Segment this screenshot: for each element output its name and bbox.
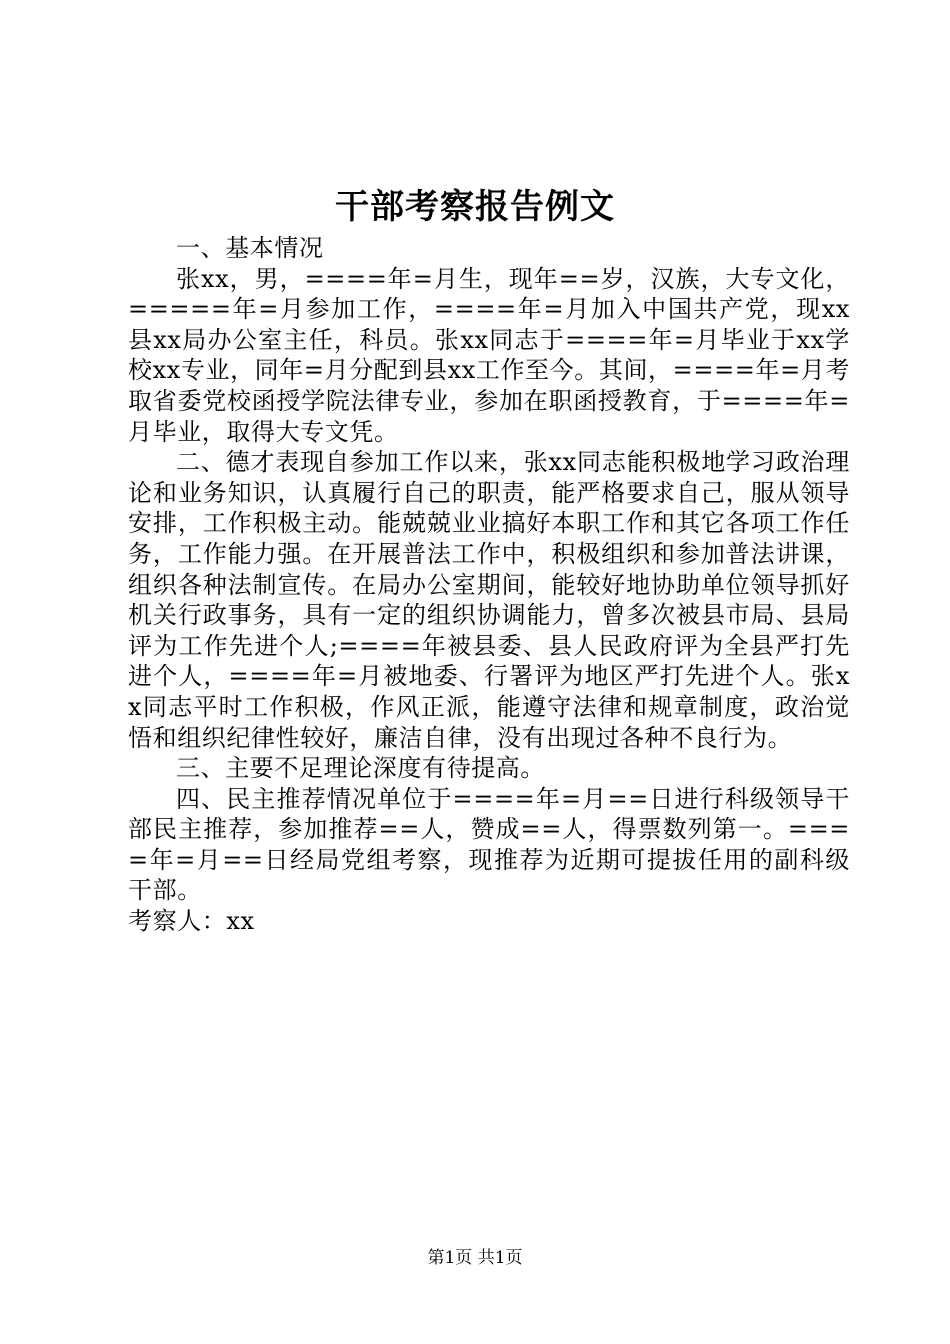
- page-footer: 第1页 共1页: [427, 1248, 523, 1268]
- paragraph-shortcomings: 三、主要不足理论深度有待提高。: [176, 754, 545, 783]
- inspector-line: 考察人：xx: [128, 907, 255, 936]
- document-title: 干部考察报告例文: [335, 187, 615, 227]
- document-body: [128, 233, 850, 937]
- section-heading-basic-info: 一、基本情况: [176, 234, 324, 262]
- paragraph-recommendation: 四、民主推荐情况单位于====年=月==日进行科级领导干部民主推荐，参加推荐==人，赞成==人，得票数列第一。====年=月==日经局党组考察，现推荐为近期可提拔任用的副科级干部。: [128, 784, 850, 905]
- paragraph-basic-info: 张xx，男，====年=月生，现年==岁，汉族，大专文化，=====年=月参加工作，====年=月加入中国共产党，现xx县xx局办公室主任，科员。张xx同志于====年=月毕业于xx学校xx专业，同年=月分配到县xx工作至今。其间，====年=月考取省委党校函授学院法律专业，参加在职函授教育，于====年=月毕业，取得大专文凭。: [128, 264, 850, 446]
- paragraph-performance: 二、德才表现自参加工作以来，张xx同志能积极地学习政治理论和业务知识，认真履行自己的职责，能严格要求自己，服从领导安排，工作积极主动。能兢兢业业搞好本职工作和其它各项工作任务，工作能力强。在开展普法工作中，积极组织和参加普法讲课，组织各种法制宣传。在局办公室期间，能较好地协助单位领导抓好机关行政事务，具有一定的组织协调能力，曾多次被县市局、县局评为工作先进个人;====年被县委、县人民政府评为全县严打先进个人，====年=月被地委、行署评为地区严打先进个人。张xx同志平时工作积极，作风正派，能遵守法律和规章制度，政治觉悟和组织纪律性较好，廉洁自律，没有出现过各种不良行为。: [128, 448, 850, 752]
